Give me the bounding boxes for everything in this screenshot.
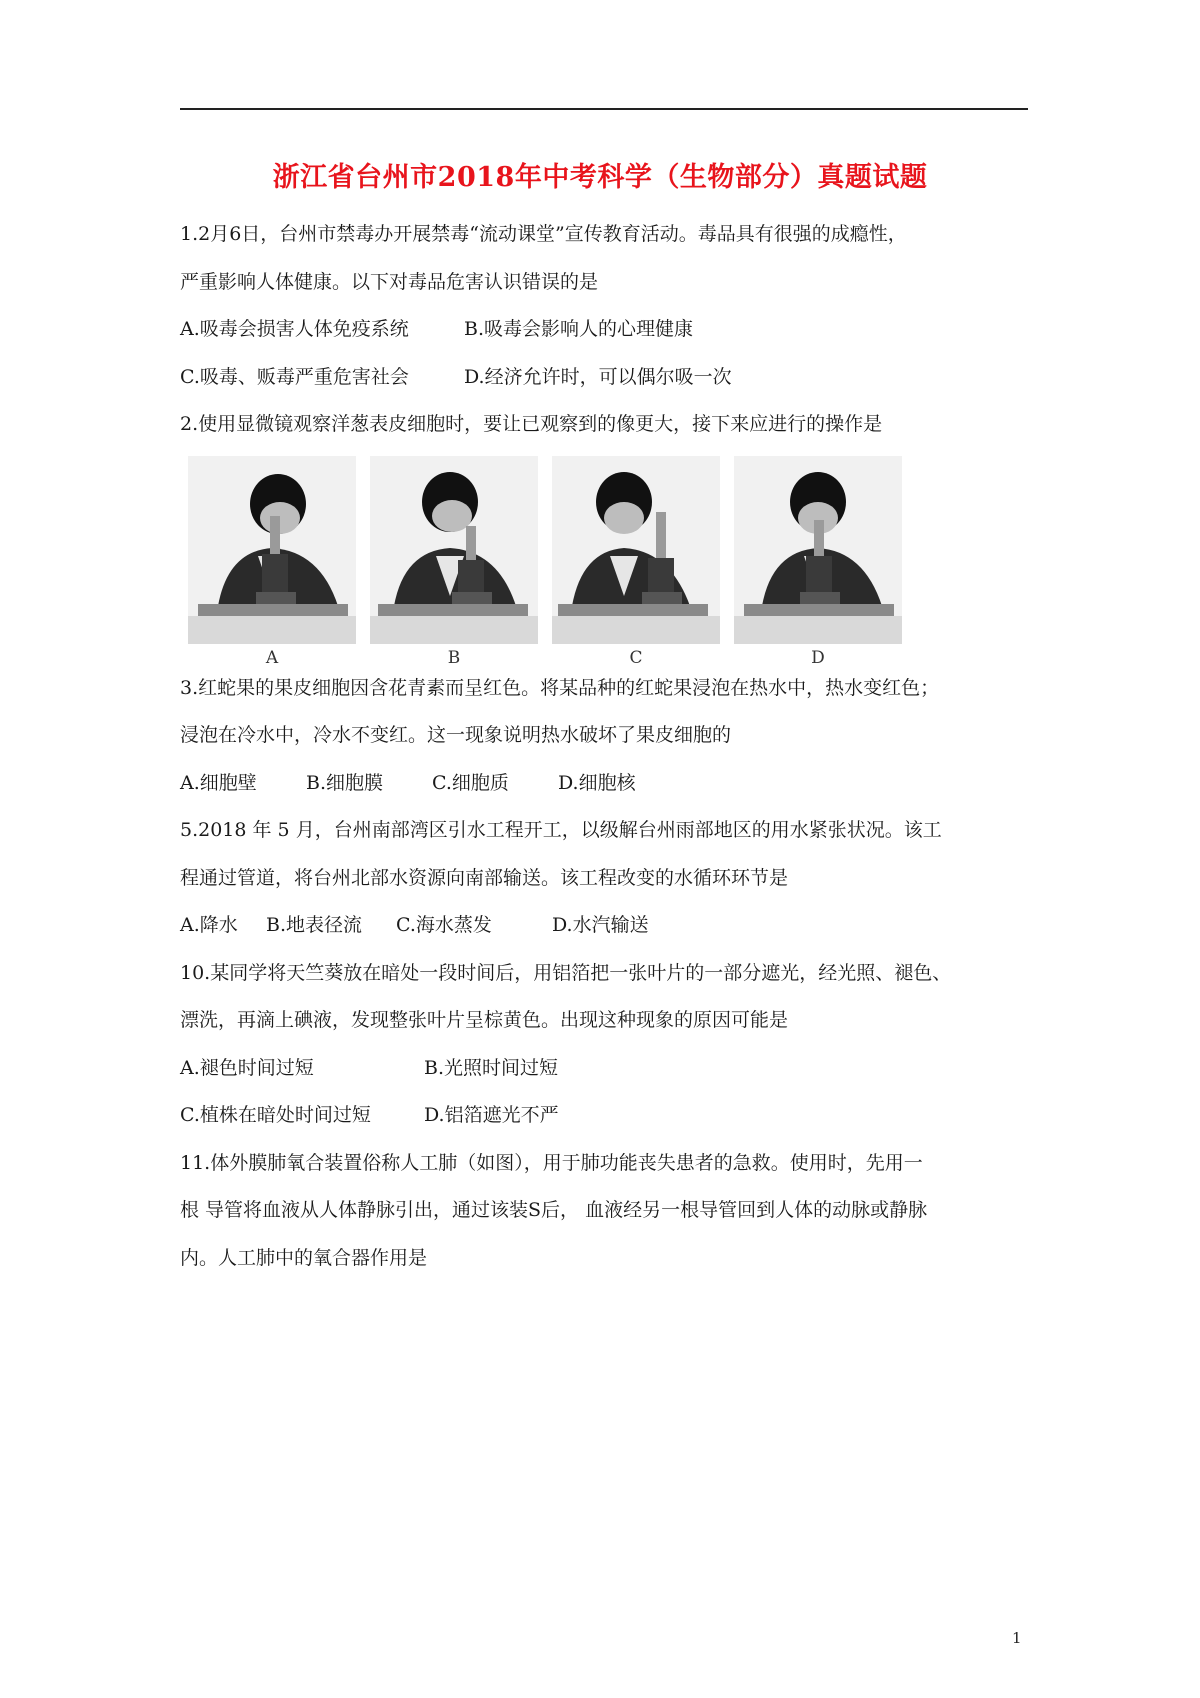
- figure-label-d: D: [811, 647, 825, 668]
- q3-option-a: A.细胞壁: [180, 771, 257, 794]
- q5-option-b: B.地表径流: [266, 914, 363, 936]
- q10-options-row1: [180, 1052, 1028, 1100]
- q11-line3: 内。人工肺中的氧合器作用是: [180, 1246, 428, 1269]
- q5-options: [180, 909, 1028, 957]
- q2-line1: 2.使用显微镜观察洋葱表皮细胞时，要让已观察到的像更大，接下来应进行的操作是: [180, 413, 883, 435]
- q1-option-d: D.经济允许时，可以偶尔吸一次: [464, 365, 732, 388]
- q5-option-a: A.降水: [180, 914, 238, 936]
- page-number: 1: [1012, 1629, 1022, 1647]
- q1-line1: 1.2月6日，台州市禁毒办开展禁毒“流动课堂”宣传教育活动。毒品具有很强的成瘾性，: [180, 223, 907, 245]
- q10-option-c: C.植株在暗处时间过短: [180, 1104, 371, 1126]
- q3-option-c: C.细胞质: [432, 771, 509, 794]
- q3-line1: 3.红蛇果的果皮细胞因含花青素而呈红色。将某品种的红蛇果浸泡在热水中，热水变红色；: [180, 676, 940, 699]
- q1-options-row1: [180, 313, 1028, 361]
- q10-options-row2: [180, 1099, 1028, 1147]
- q3-options: [180, 767, 1028, 815]
- microscope-panel-b: [370, 456, 538, 644]
- q3-option-b: B.细胞膜: [306, 771, 384, 794]
- microscope-panel-a: [188, 456, 356, 644]
- figure-label-a: A: [265, 647, 279, 668]
- q10-option-b: B.光照时间过短: [424, 1056, 559, 1079]
- q1-options-row2: [180, 361, 1028, 409]
- q3-option-d: D.细胞核: [558, 771, 636, 794]
- page-title: 浙江省台州市2018年中考科学（生物部分）真题试题: [272, 162, 928, 193]
- q10-line1: 10.某同学将天竺葵放在暗处一段时间后，用铝箔把一张叶片的一部分遮光，经光照、褪色、: [180, 961, 952, 984]
- figure-label-c: C: [629, 647, 643, 668]
- microscope-panel-d: [734, 456, 902, 644]
- figure-label-b: B: [447, 647, 461, 668]
- question-content: [180, 218, 1028, 1289]
- q1-option-c: C.吸毒、贩毒严重危害社会: [180, 365, 409, 388]
- q1-option-b: B.吸毒会影响人的心理健康: [464, 318, 694, 340]
- q5-option-d: D.水汽输送: [552, 914, 649, 936]
- q10-line2: 漂洗，再滴上碘液，发现整张叶片呈棕黄色。出现这种现象的原因可能是: [180, 1009, 789, 1031]
- microscope-panel-c: [552, 456, 720, 644]
- q11-line2: 根 导管将血液从人体静脉引出，通过该装S后， 血液经另一根导管回到人体的动脉或静脉: [180, 1199, 928, 1221]
- q10-option-d: D.铝箔遮光不严: [424, 1104, 559, 1126]
- q1-option-a: A.吸毒会损害人体免疫系统: [180, 318, 409, 340]
- q3-line2: 浸泡在冷水中，冷水不变红。这一现象说明热水破坏了果皮细胞的: [180, 724, 732, 746]
- q1-line2: 严重影响人体健康。以下对毒品危害认识错误的是: [180, 270, 599, 293]
- q5-line2: 程通过管道，将台州北部水资源向南部输送。该工程改变的水循环环节是: [180, 866, 789, 889]
- q5-option-c: C.海水蒸发: [396, 914, 492, 936]
- header-rule: [180, 108, 1028, 110]
- microscope-figure: [180, 456, 1028, 672]
- q5-line1: 5.2018 年 5 月，台州南部湾区引水工程开工，以级解台州雨部地区的用水紧张状况。该工: [180, 819, 942, 841]
- q11-line1: 11.体外膜肺氧合装置俗称人工肺（如图），用于肺功能丧失患者的急救。使用时，先用一: [180, 1151, 923, 1174]
- q10-option-a: A.褪色时间过短: [180, 1056, 314, 1079]
